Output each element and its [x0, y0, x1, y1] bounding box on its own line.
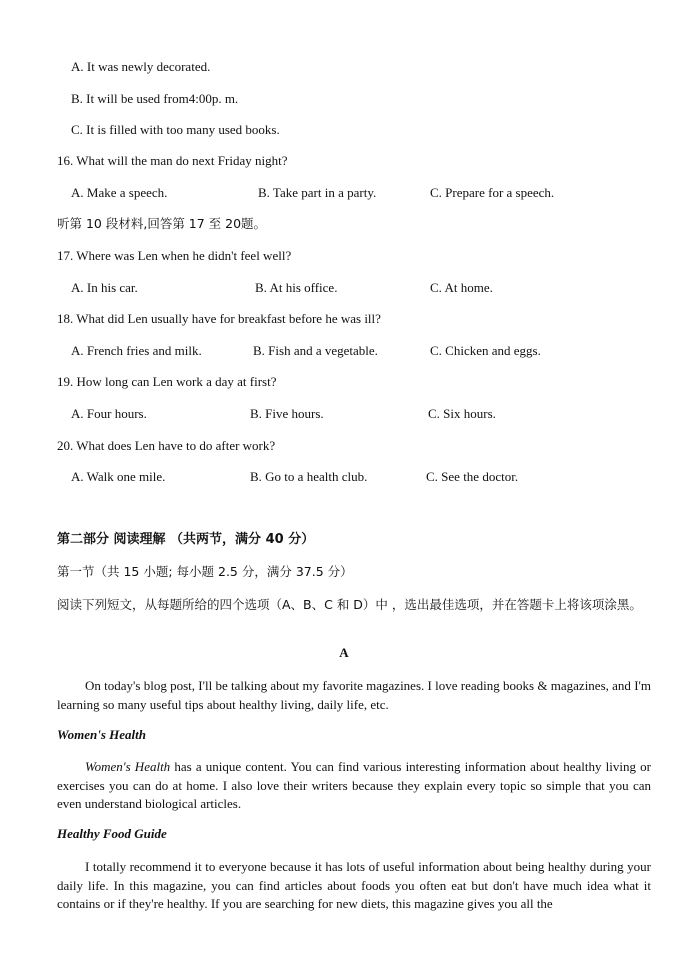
q17-option-b: B. At his office. — [255, 280, 338, 295]
q19-option-a: A. Four hours. — [71, 406, 147, 421]
magazine-heading-2: Healthy Food Guide — [57, 826, 167, 841]
q18-option-b: B. Fish and a vegetable. — [253, 343, 378, 358]
q17-option-c: C. At home. — [430, 280, 493, 295]
q18-option-c: C. Chicken and eggs. — [430, 343, 541, 358]
magazine-paragraph-1 — [57, 758, 651, 814]
q16-option-a: A. Make a speech. — [71, 185, 168, 200]
q19-option-c: C. Six hours. — [428, 406, 496, 421]
magazine-heading-1: Women's Health — [57, 727, 146, 742]
q15-option-c: C. It is filled with too many used books. — [71, 122, 280, 137]
section-note: 听第 10 段材料,回答第 17 至 20题。 — [57, 216, 267, 231]
q20-question: 20. What does Len have to do after work? — [57, 438, 276, 453]
reading-instruction: 阅读下列短文，从每题所给的四个选项（A、B、C 和 D）中 ，选出最佳选项，并在答题卡上将该项涂黑。 — [57, 597, 642, 612]
passage-intro: On today's blog post, I'll be talking about my favorite magazines. I love reading books & magazines, and I'm learning so many useful tips about healthy living, daily life, etc. — [57, 678, 651, 712]
q20-option-a: A. Walk one mile. — [71, 469, 166, 484]
q18-option-a: A. French fries and milk. — [71, 343, 202, 358]
q15-option-b: B. It will be used from4:00p. m. — [71, 91, 239, 106]
q17-question: 17. Where was Len when he didn't feel well? — [57, 248, 292, 263]
q20-option-c: C. See the doctor. — [426, 469, 519, 484]
q19-option-b: B. Five hours. — [250, 406, 324, 421]
q20-option-b: B. Go to a health club. — [250, 469, 368, 484]
magazine-title-inline: Women's Health — [85, 759, 171, 774]
q19-question: 19. How long can Len work a day at first? — [57, 374, 277, 389]
q16-option-b: B. Take part in a party. — [258, 185, 377, 200]
passage-label: A — [339, 645, 349, 660]
q16-question: 16. What will the man do next Friday night? — [57, 153, 288, 168]
part2-title: 第二部分 阅读理解 （共两节，满分 40 分） — [57, 532, 315, 547]
section1-heading: 第一节（共 15 小题; 每小题 2.5 分，满分 37.5 分） — [57, 564, 353, 579]
q15-option-a: A. It was newly decorated. — [71, 59, 211, 74]
magazine-paragraph-2: I totally recommend it to everyone because it has lots of useful information about being healthy during your daily life. In this magazine, you can find articles about foods you often eat but don't have much idea what it contains or if they're healthy. If you are searching for new diets, this magazine gives you all the — [57, 859, 651, 911]
q16-option-c: C. Prepare for a speech. — [430, 185, 555, 200]
q17-option-a: A. In his car. — [71, 280, 138, 295]
magazine-paragraph-1-text: has a unique content. You can find various interesting information about healthy living or exercises you can do at home. I also love their writers because they explain every topic so simple that you can even understand biological articles. — [57, 759, 651, 811]
q18-question: 18. What did Len usually have for breakfast before he was ill? — [57, 311, 381, 326]
